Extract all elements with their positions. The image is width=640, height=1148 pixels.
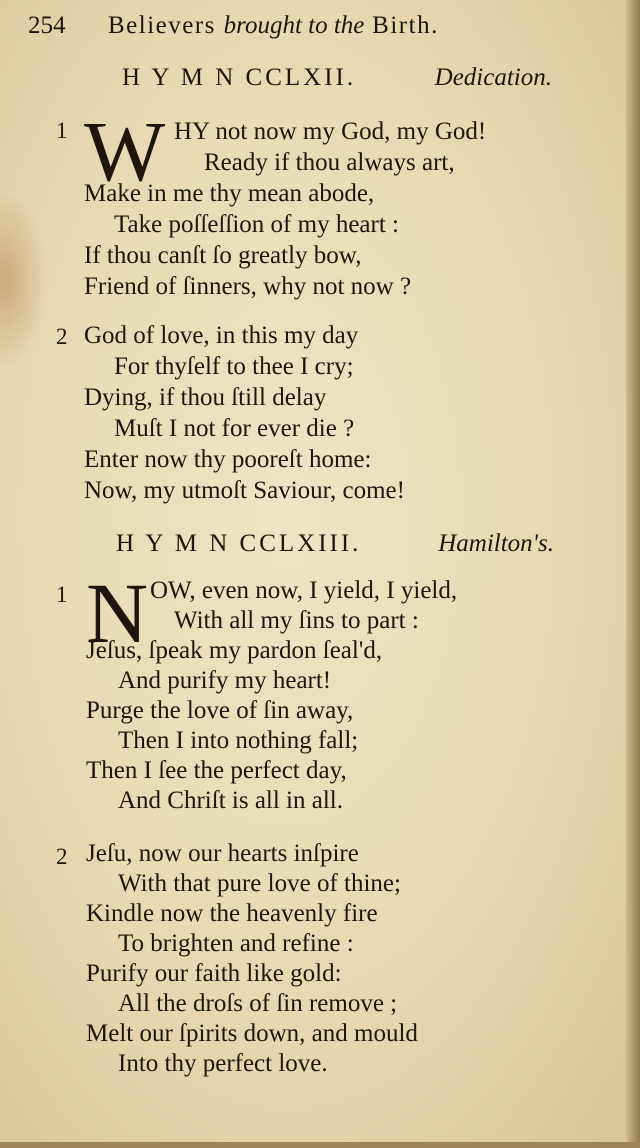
- foxing-stain: [0, 190, 48, 370]
- verse-number: 2: [56, 324, 68, 349]
- hymn-line: For thyſelf to thee I cry;: [114, 353, 354, 380]
- hymn-line: Enter now thy pooreſt home:: [84, 446, 372, 473]
- hymn-line: With that pure love of thine;: [118, 870, 401, 897]
- running-head-title-post: Birth.: [364, 12, 439, 39]
- hymn-tune: [438, 530, 554, 558]
- hymn-line: OW, even now, I yield, I yield,: [150, 577, 458, 604]
- hymn-line: All the droſs of ſin remove ;: [118, 990, 398, 1017]
- page-edge-right: [626, 0, 640, 1148]
- verse-number: 1: [56, 582, 68, 607]
- page-edge-bottom: [0, 1142, 640, 1148]
- hymn-line: Now, my utmoſt Saviour, come!: [84, 477, 405, 504]
- drop-cap: N: [86, 565, 149, 661]
- hymn-line: And Chriſt is all in all.: [118, 787, 343, 814]
- hymn-line: Kindle now the heavenly fire: [86, 900, 378, 927]
- verse-number: 2: [56, 844, 68, 869]
- hymn-line: Purify our faith like gold:: [86, 960, 342, 987]
- drop-cap: W: [84, 103, 166, 199]
- hymn-title: H Y M N CCLXIII.: [116, 530, 362, 557]
- hymn-tune-suffix: 's.: [532, 530, 554, 557]
- hymn-line: God of love, in this my day: [84, 322, 359, 349]
- hymn-line: Dying, if thou ſtill delay: [84, 384, 327, 411]
- running-head: [28, 12, 588, 48]
- hymn-line: To brighten and refine :: [118, 930, 354, 957]
- hymn-heading-cclxiii: [116, 530, 554, 564]
- hymn-heading-cclxii: [122, 64, 552, 98]
- hymn-line: Take poſſeſſion of my heart :: [114, 211, 399, 238]
- hymn-title: H Y M N CCLXII.: [122, 64, 357, 91]
- hymn-line: If thou canſt ſo greatly bow,: [84, 242, 362, 269]
- verse-number: 1: [56, 118, 68, 143]
- hymn-line: Then I ſee the perfect day,: [86, 757, 347, 784]
- hymn-line: Then I into nothing fall;: [118, 727, 359, 754]
- hymn-line: Make in me thy mean abode,: [84, 180, 375, 207]
- hymn-line: Into thy perfect love.: [118, 1050, 328, 1077]
- hymn-line: Melt our ſpirits down, and mould: [86, 1020, 418, 1047]
- running-head-title-pre: Believers: [108, 12, 224, 39]
- running-head-title: [108, 12, 439, 40]
- hymn-line: Jeſu, now our hearts inſpire: [86, 840, 359, 867]
- hymn-line: With all my ſins to part :: [174, 607, 419, 634]
- running-head-title-italic: brought to the: [223, 12, 365, 39]
- hymn-line: And purify my heart!: [118, 667, 332, 694]
- hymn-tune: Dedication.: [434, 64, 552, 91]
- page-number: 254: [28, 12, 66, 39]
- hymn-line: Muſt I not for ever die ?: [114, 415, 355, 442]
- hymn-line: Jeſus, ſpeak my pardon ſeal'd,: [86, 637, 383, 664]
- hymn-line: Friend of ſinners, why not now ?: [84, 273, 412, 300]
- hymn-line: Ready if thou always art,: [204, 149, 455, 176]
- hymn-line: HY not now my God, my God!: [174, 118, 487, 145]
- hymn-tune-name: Hamilton: [438, 530, 533, 557]
- hymn-line: Purge the love of ſin away,: [86, 697, 354, 724]
